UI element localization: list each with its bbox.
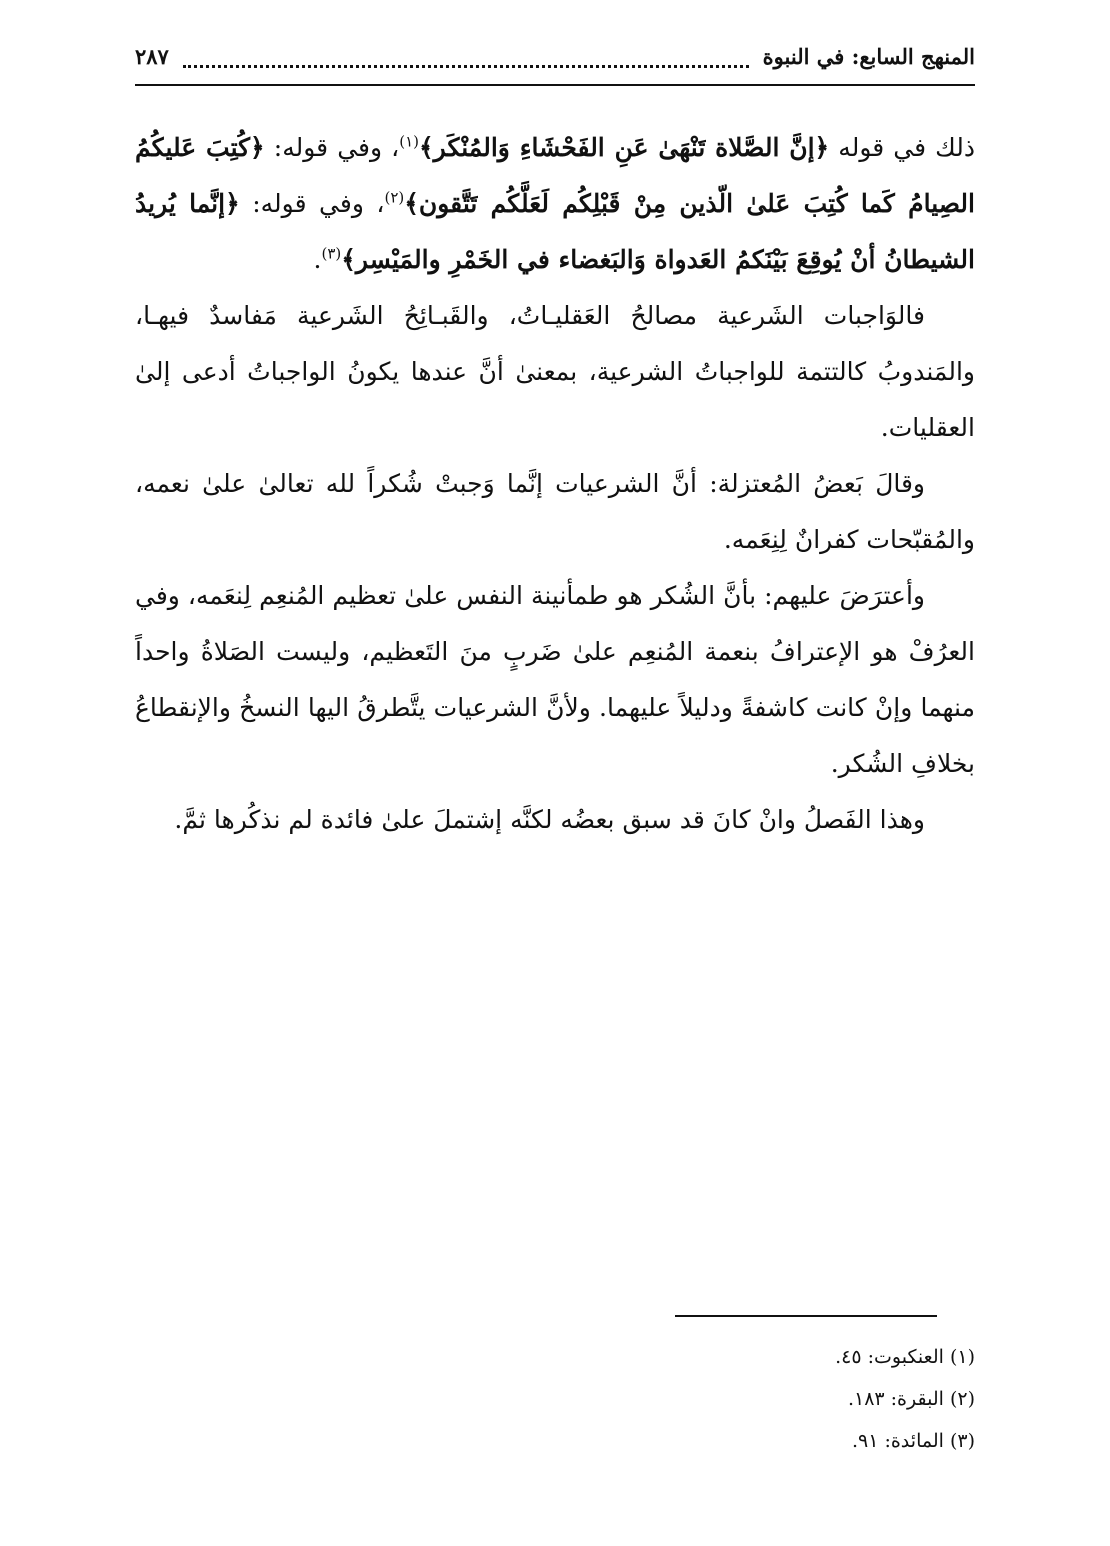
paragraph-5: وهذا الفَصلُ وانْ كانَ قد سبق بعضُه لكنَّه إشتملَ علىٰ فائدة لم نذكُرها ثمَّ. [174, 805, 925, 834]
quran-quote: ﴿إنَّما يُريدُ الشيطانُ أنْ يُوقِعَ بَيْنَكمُ العَدواة وَالبَغضاء في الخَمْرِ والمَيْسِر﴾ [135, 189, 975, 274]
text-segment: ذلك في قوله [829, 133, 975, 162]
footnote-marker: (٢) [384, 188, 405, 207]
paragraph-4: وأعترَضَ عليهم: بأنَّ الشُكر هو طمأنينة النفس علىٰ تعظيم المُنعِم لِنعَمه، وفي العرُفْ هو الإعترافُ بنعمة المُنعِم علىٰ ضَربٍ منَ التَعظيم، وليست الصَلاةُ واحداً منهما وإنْ كانت كاشفةً ودليلاً عليهما. ولأنَّ الشرعيات يتَّطرقُ اليها النسخُ والإنقطاعُ بخلافِ الشُكر. [135, 581, 975, 778]
text-segment: ، وفي قوله: [264, 133, 400, 162]
footnote-rule [675, 1315, 937, 1317]
dotted-leader [183, 57, 749, 68]
footnote-marker: (٣) [321, 244, 342, 263]
page-header [135, 36, 975, 76]
text-segment: . [313, 245, 322, 274]
quran-quote: ﴿إنَّ الصَّلاة تَنْهَىٰ عَنِ الفَحْشَاءِ وَالمُنْكَر﴾ [419, 133, 830, 162]
footnote-marker: (١) [399, 132, 419, 151]
footnote-1: (١) العنكبوت: ٤٥. [835, 1346, 975, 1368]
footnote-3: (٣) المائدة: ٩١. [851, 1430, 975, 1452]
main-text [135, 120, 975, 848]
quran-quote: ﴿كُتِبَ عَليكُمُ الصِيامُ كَما كُتِبَ عَلىٰ الّذين مِنْ قَبْلِكُم لَعَلَّكُم تَتَّقون﴾ [135, 133, 975, 218]
header-rule [135, 84, 975, 86]
paragraph-3: وقالَ بَعضُ المُعتزلة: أنَّ الشرعيات إنَّما وَجبتْ شُكراً لله تعالىٰ علىٰ نعمه، والمُقبّحات كفرانٌ لِنِعَمه. [135, 469, 975, 554]
paragraph-1 [135, 120, 975, 288]
running-title: المنهج السابع: في النبوة [762, 43, 975, 69]
page-number: ٢٨٧ [135, 43, 169, 69]
footnote-2: (٢) البقرة: ١٨٣. [847, 1388, 975, 1410]
footnotes [560, 1336, 975, 1462]
text-segment: ، وفي قوله: [239, 189, 385, 218]
paragraph-2: فالوَاجبات الشَرعية مصالحُ العَقليـاتُ، والقَبـائِحُ الشَرعية مَفاسدٌ فيهـا، والمَندوبُ كالتتمة للواجباتُ الشرعية، بمعنىٰ أنَّ عندها يكونُ الواجباتُ أدعى إلىٰ العقليات. [135, 301, 975, 442]
